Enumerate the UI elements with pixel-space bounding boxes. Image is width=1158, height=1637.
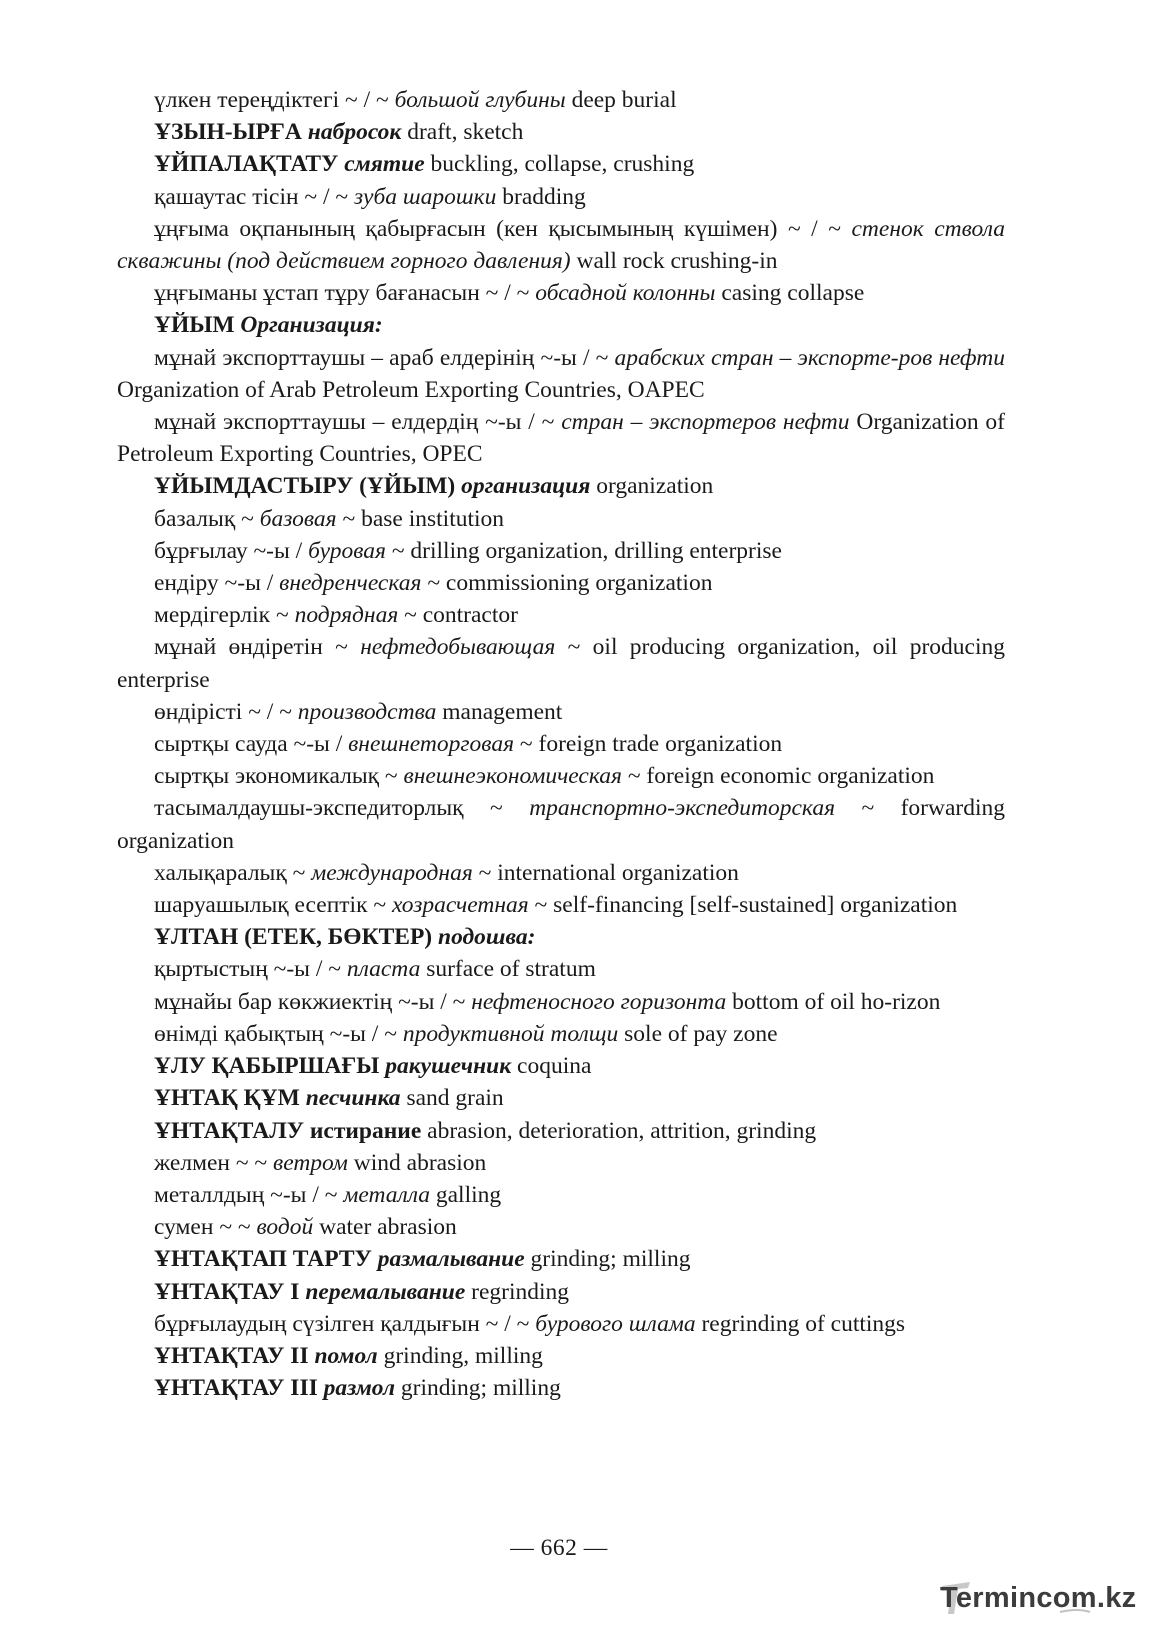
russian-term: стенок ствола скважины (под действием горного давления) [117,215,1005,275]
russian-headword: ракушечник [385,1053,512,1080]
headword: ҰЛТАН (ЕТЕК, БӨКТЕР) [154,924,439,951]
dictionary-entry [117,760,1005,792]
entry-text: мердігерлік ~ [154,602,295,629]
entry-text: қыртыстың ~-ы / ~ [154,956,347,983]
entry-text: өнімді қабықтың ~-ы / ~ [154,1020,403,1047]
russian-headword: перемалывание [305,1278,466,1305]
entry-text: сыртқы экономикалық ~ [154,763,404,790]
entry-text: wind abrasion [347,1149,487,1176]
russian-term: пласта [346,956,421,983]
dictionary-entry [117,309,1005,341]
headword: ҰНТАҚ ҚҰМ [154,1085,306,1112]
russian-term: хозрасчетная [391,892,529,919]
dictionary-entry [117,181,1005,213]
entry-text: металлдың ~-ы / ~ [154,1181,344,1208]
russian-term: базовая [259,505,337,532]
russian-term: металла [343,1181,430,1208]
entry-text: Organization of Arab Petroleum Exporting Countries, OAPEC [117,376,705,403]
entry-text: ұңғыманы ұстап тұру бағанасын ~ / ~ [154,280,536,307]
dictionary-entry [117,1050,1005,1082]
entry-text: мұнай өндіретін ~ [154,634,361,661]
entry-text: тасымалдаушы-экспедиторлық ~ [154,795,530,822]
russian-term: внешнеэкономическая [403,763,622,790]
entry-text: ~ base institution [336,505,505,532]
russian-headword: размол [323,1375,396,1402]
entry-text: ~ contractor [398,602,518,629]
entry-text: organization [590,473,714,500]
dictionary-entry [117,696,1005,728]
entry-text: мұнайы бар көкжиектің ~-ы / ~ [154,988,472,1015]
headword: ҰЙЫМДАСТЫРУ (ҰЙЫМ) [154,473,462,500]
russian-term: внешнеторговая [348,731,515,758]
dictionary-entry [117,342,1005,406]
russian-headword: помол [314,1342,378,1369]
headword: ҰНТАҚТАП ТАРТУ [154,1246,378,1273]
dictionary-entry [117,277,1005,309]
entry-text: regrinding [465,1278,570,1305]
russian-term: производства [297,698,437,725]
entry-text: ~ commissioning organization [421,570,713,597]
dictionary-entry [117,503,1005,535]
entry-text: grinding; milling [524,1246,691,1273]
entry-text: ұңғыма оқпанының қабырғасын (кен қысымының күшімен) ~ / ~ [154,215,852,242]
headword: ҰЗЫН-ЫРҒА [154,119,308,146]
entry-text: базалық ~ [154,505,260,532]
entry-text: ~ foreign trade organization [514,731,783,758]
russian-term: стран – экспортеров нефти [561,409,850,436]
dictionary-entry [117,1082,1005,1114]
russian-term: буровая [308,537,386,564]
dictionary-entry [117,1115,1005,1147]
entry-text: bradding [496,183,586,210]
entry-text: sand grain [400,1085,504,1112]
dictionary-entry [117,1340,1005,1372]
dictionary-entry [117,921,1005,953]
entry-text: өндірісті ~ / ~ [154,698,298,725]
dictionary-entry [117,857,1005,889]
russian-term: водой [256,1214,314,1241]
watermark-text: Termincom.kz [940,1582,1137,1614]
dictionary-entry [117,599,1005,631]
dictionary-entry [117,535,1005,567]
page-number: — 662 — [510,1535,608,1561]
entry-text: ~ forwarding organization [117,795,1005,854]
entry-text: abrasion, deterioration, attrition, grinding [421,1117,817,1144]
entry-text: ~ foreign economic organization [621,763,935,790]
headword: ҰЙЫМ [154,312,241,339]
russian-term: нефтеносного горизонта [471,988,727,1015]
entry-text: draft, sketch [401,119,524,146]
dictionary-entry [117,953,1005,985]
russian-headword: набросок [307,119,402,146]
entry-text: қашаутас тісін ~ / ~ [154,183,355,210]
entry-text: buckling, collapse, crushing [424,151,695,178]
headword: ҰНТАҚТАУ I [154,1278,306,1305]
entry-text: сумен ~ ~ [154,1214,257,1241]
termincom-watermark[interactable] [940,1578,1140,1618]
dictionary-entry [117,631,1005,695]
dictionary-entry [117,213,1005,277]
entry-text: wall rock crushing-in [570,248,778,275]
dictionary-entry [117,84,1005,116]
entry-text: sole of pay zone [618,1020,778,1047]
entry-text: galling [430,1181,502,1208]
entry-text: coquina [511,1053,592,1080]
entry-text: халықаралық ~ [154,859,312,886]
entry-text: мұнай экспорттаушы – араб елдерінің ~-ы / ~ [154,344,615,371]
dictionary-entry [117,728,1005,760]
entry-text: bottom of oil ho-rizon [726,988,941,1015]
russian-term: ветром [273,1149,348,1176]
russian-term: большой глубины [394,87,566,113]
entry-text: surface of stratum [420,956,596,983]
dictionary-entry [117,1018,1005,1050]
headword: ҰНТАҚТАУ II [154,1342,315,1369]
dictionary-entry [117,148,1005,180]
entry-text: regrinding of cuttings [695,1310,906,1337]
entry-text: ~ international organization [472,859,739,886]
russian-term: нефтедобывающая [360,634,556,661]
dictionary-entry [117,792,1005,856]
dictionary-entry [117,1308,1005,1340]
dictionary-entry [117,470,1005,502]
russian-headword: размалывание [377,1246,525,1273]
dictionary-entry [117,116,1005,148]
russian-headword: песчинка [305,1085,401,1112]
headword: ҰЛУ ҚАБЫРШАҒЫ [154,1053,386,1080]
russian-term: зуба шарошки [354,183,497,210]
russian-term: внедренческая [279,570,422,597]
entry-text: желмен ~ ~ [154,1149,274,1176]
russian-headword: Организация: [240,312,383,339]
dictionary-entry [117,567,1005,599]
entry-text: Organization of Petroleum Exporting Countries, OPEC [117,409,1005,468]
dictionary-entries [117,84,1005,1404]
entry-text: management [436,698,563,725]
russian-term: подрядная [294,602,399,629]
dictionary-entry [117,1179,1005,1211]
russian-term: бурового шлама [535,1310,696,1337]
dictionary-entry [117,1211,1005,1243]
entry-text: сыртқы сауда ~-ы / [154,731,349,758]
entry-text: grinding; milling [395,1375,561,1402]
entry-text: grinding, milling [377,1342,543,1369]
russian-term: арабских стран – экспорте-ров нефти [614,344,1005,371]
headword: ҰЙПАЛАҚТАТУ [154,151,345,178]
russian-term: международная [311,859,473,886]
dictionary-entry [117,889,1005,921]
entry-text: ~ drilling organization, drilling enterprise [385,537,782,564]
dictionary-entry [117,1243,1005,1275]
dictionary-entry [117,1372,1005,1404]
entry-text: бұрғылаудың сүзілген қалдығын ~ / ~ [154,1310,536,1337]
russian-term: обсадной колонны [535,280,716,307]
dictionary-entry [117,406,1005,470]
russian-headword: организация [461,473,591,500]
russian-headword: подошва: [438,924,536,951]
entry-text: casing collapse [715,280,865,307]
entry-text: ендіру ~-ы / [154,570,280,597]
entry-text: мұнай экспорттаушы – елдердің ~-ы / ~ [154,409,562,436]
entry-text: шаруашылық есептік ~ [154,892,392,919]
entry-text: ~ self-financing [self-sustained] organization [528,892,958,919]
russian-term: продуктивной толщи [402,1020,619,1047]
entry-text: deep burial [565,87,677,113]
russian-headword: смятие [344,151,425,178]
dictionary-entry [117,986,1005,1018]
entry-text: ~ oil producing organization, oil producing enterprise [117,634,1005,693]
headword: ҰНТАҚТАЛУ истирание [154,1117,422,1144]
dictionary-entry [117,1147,1005,1179]
dictionary-entry [117,1276,1005,1308]
headword: ҰНТАҚТАУ III [154,1375,324,1402]
entry-text: water abrasion [313,1214,457,1241]
entry-text: бұрғылау ~-ы / [154,537,309,564]
russian-term: транспортно-экспедиторская [529,795,835,822]
entry-text: үлкен тереңдіктегі ~ / ~ [154,87,395,113]
